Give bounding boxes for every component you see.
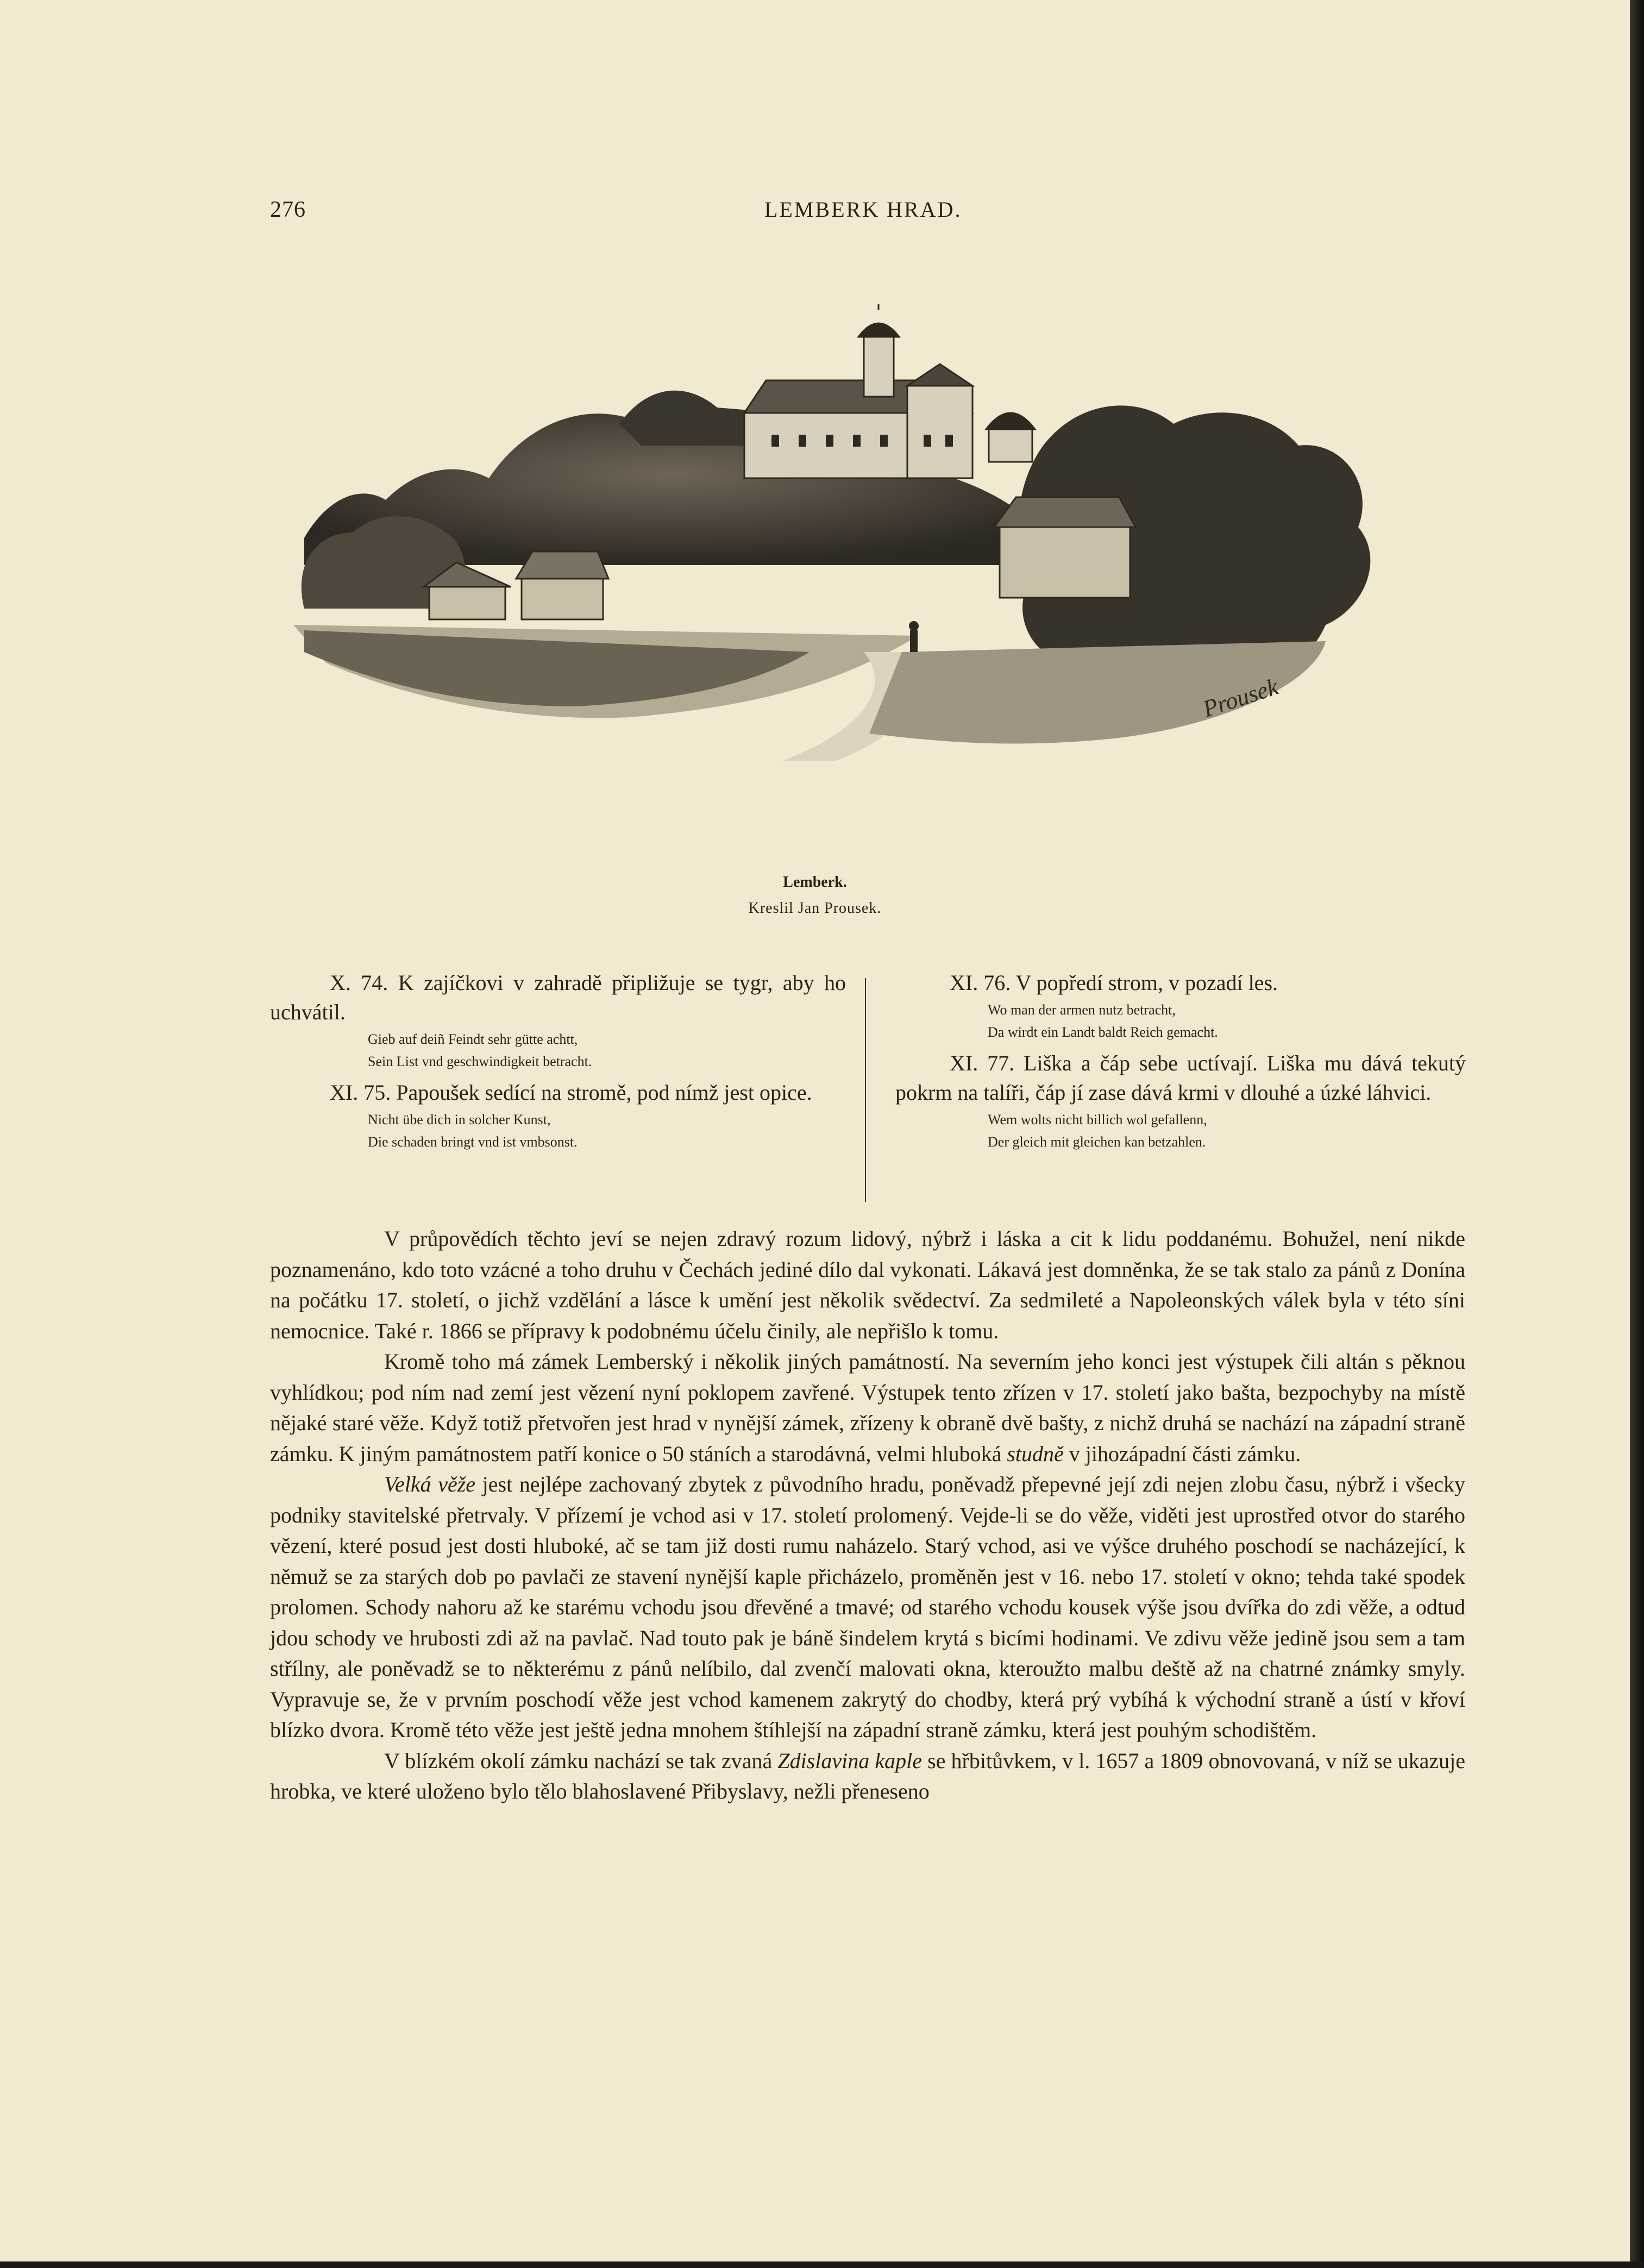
page-header xyxy=(270,197,1465,235)
page-edge-bottom xyxy=(0,2261,1644,2268)
emblem-title: XI. 75. Papoušek sedící na stromě, pod nímž jest opice. xyxy=(330,1080,812,1105)
lemberk-castle-engraving xyxy=(293,304,1461,875)
paragraph: Kromě toho má zámek Lemberský i několik jiných památností. Na severním jeho konci jest výstupek čili altán s pěknou vyhlídkou; pod ním nad zemí jest vězení nyní poklopem zavřené. Výstupek tento zřízen v 17. století jako bašta, bezpochyby na místě nějaké staré věže. Když totiž přetvořen jest hrad v nynější zámek, zřízeny k obraně dvě bašty, z nichž druhá se nachází na západní straně zámku. K jiným památnostem patří konice o 50 stáních a starodávná, velmi hluboká studně v jihozápadní části zámku. xyxy=(270,1349,1465,1466)
running-title: LEMBERK HRAD. xyxy=(764,197,962,222)
emblem-verse: Gieb auf deiñ Feindt sehr gütte achtt, Sein List vnd geschwindigkeit betracht. xyxy=(368,1031,592,1069)
paragraph: V průpovědích těchto jeví se nejen zdravý rozum lidový, nýbrž i láska a cit k lidu poddanému. Bohužel, není nikde poznamenáno, kdo toto vzácné a toho druhu v Čechách jediné dílo dal vykonati. Lákavá jest domněnka, že se tak stalo za pánů z Donína na počátku 17. století, o jichž vzdělání a lásce k umění jest několik svědectví. Za sedmileté a Napoleonských válek byla v této síni nemocnice. Také r. 1866 se přípravy k podobnému účelu činily, ale nepřišlo k tomu. xyxy=(270,1226,1465,1343)
emblem-verse: Wem wolts nicht billich wol gefallenn, Der gleich mit gleichen kan betzahlen. xyxy=(988,1112,1207,1150)
emblem-title: XI. 76. V popředí strom, v pozadí les. xyxy=(950,970,1278,995)
castle-illustration xyxy=(293,304,1461,875)
emblem-column-right xyxy=(895,968,1466,1158)
figure-caption-title: Lemberk. xyxy=(783,874,847,891)
paragraph: V blízkém okolí zámku nachází se tak zvaná Zdislavina kaple se hřbitůvkem, v l. 1657 a 1809 obnovovaná, v níž se ukazuje hrobka, ve které uloženo bylo tělo blahoslavené Přibyslavy, nežli přeneseno xyxy=(270,1748,1466,1803)
figure-caption-credit: Kreslil Jan Prousek. xyxy=(748,900,882,917)
body-text xyxy=(270,1224,1465,1807)
page-edge-shadow xyxy=(1630,0,1644,2268)
artist-signature: Prousek xyxy=(1199,673,1282,723)
emblem-title: XI. 77. Liška a čáp sebe uctívají. Liška mu dává tekutý pokrm na talíři, čáp jí zase dává krmi v dlouhé a úzké láhvici. xyxy=(895,1051,1466,1105)
emblem-verse: Nicht übe dich in solcher Kunst, Die schaden bringt vnd ist vmbsonst. xyxy=(368,1112,578,1150)
emblem-column-left xyxy=(270,968,846,1158)
page-number: 276 xyxy=(270,197,306,222)
column-divider xyxy=(865,978,866,1202)
emblem-verse: Wo man der armen nutz betracht, Da wirdt ein Landt baldt Reich gemacht. xyxy=(988,1002,1218,1040)
emblem-title: X. 74. K zajíčkovi v zahradě připližuje se tygr, aby ho uchvátil. xyxy=(270,970,846,1024)
paragraph: Velká věže jest nejlépe zachovaný zbytek z původního hradu, poněvadž přepevné její zdi nejen zlobu času, nýbrž i všecky podniky stavitelské přetrvaly. V přízemí je vchod asi v 17. století prolomený. Vejde-li se do věže, viděti jest uprostřed otvor do starého vězení, které posud jest dosti hluboké, ač se tam již dosti rumu naházelo. Starý vchod, asi ve výšce druhého poschodí se nacházející, k němuž se za starých dob po pavlači ze stavení nynější kaple přicházelo, proměněn jest v 16. nebo 17. století v okno; tehda také spodek prolomen. Schody nahoru až ke starému vchodu jsou dřevěné a tmavé; od starého vchodu kousek výše jsou dvířka do zdi věže, a odtud jdou schody ve hrubosti zdi až na pavlač. Nad touto pak je báně šindelem krytá s bicími hodinami. Ve zdivu věže jedině jsou sem a tam střílny, ale poněvadž se to některému z pánů nelíbilo, dal zvenčí malovati okna, kteroužto malbu deště až na chatrné známky smyly. Vypravuje se, že v prvním poschodí věže jest vchod kamenem zakrytý do chodby, která prý vybíhá k východní straně a ústí v křoví blízko dvora. Kromě této věže jest ještě jedna mnohem štíhlejší na západní straně zámku, která jest pouhým schodištěm. xyxy=(270,1472,1466,1742)
